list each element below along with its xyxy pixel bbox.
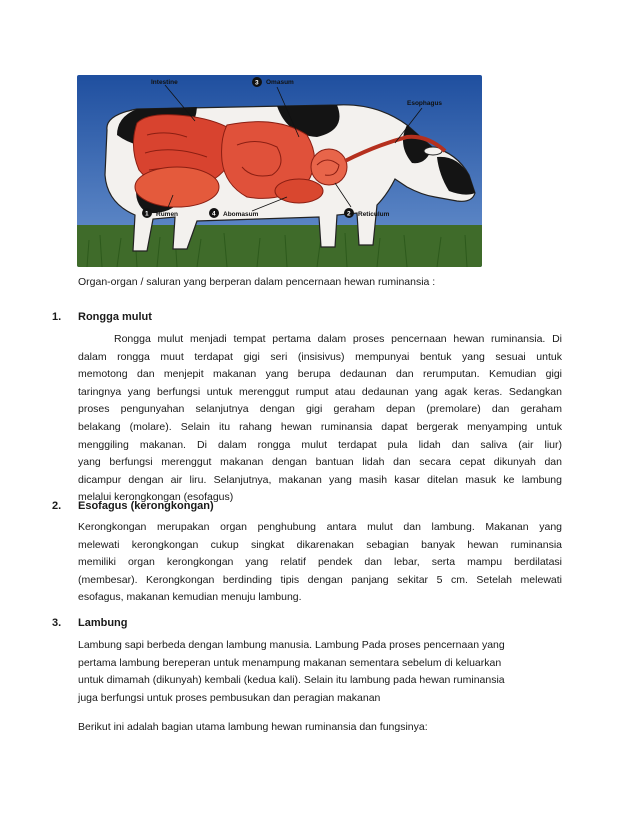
paragraph-line: pertama lambung bereperan untuk menampung makanan sementara sebelum di keluarkan bbox=[78, 656, 502, 669]
label-intestine: Intestine bbox=[151, 79, 178, 86]
paragraph-line: Rongga mulut menjadi tempat pertama dalam proses pencernaan hewan ruminansia. Di bbox=[114, 333, 562, 345]
paragraph-line: Kerongkongan merupakan organ penghubung antara mulut dan lambung. Makanan yang bbox=[78, 521, 562, 533]
section-body-lambung bbox=[78, 637, 562, 707]
paragraph-line: belakang (molare). Selain itu rahang hewan ruminansia dapat bergerak menyamping untuk bbox=[78, 420, 562, 433]
cow-illustration bbox=[77, 75, 482, 267]
section-body-esofagus bbox=[78, 519, 562, 607]
paragraph-line: esofagus, makanan kemudian menuju lambung. bbox=[78, 591, 302, 604]
paragraph-line: juga berfungsi untuk proses pembusukan dan peragian makanan bbox=[78, 691, 381, 704]
section-body-rongga-mulut bbox=[78, 331, 562, 507]
paragraph-line: dalam rongga muut terdapat gigi seri (insisivus) mempunyai bentuk yang sesuai untuk bbox=[78, 350, 562, 363]
paragraph-line: menggiling makanan. Di dalam rongga mulut terdapat pula lidah dan saliva (air liur) bbox=[78, 438, 562, 451]
paragraph-line: dicampur dengan air liru. Selanjutnya, makanan yang masih kasar ditelan masuk ke lambung bbox=[78, 473, 562, 486]
label-omasum: Omasum bbox=[266, 79, 294, 86]
paragraph-line: (membesar). Kerongkongan berdinding tipis dengan panjang sekitar 5 cm. Setelah melewati bbox=[78, 573, 562, 586]
paragraph-line: yang berfungsi merenggut makanan dengan bantuan lidah dan secara cepat dikunyah dan bbox=[78, 456, 562, 469]
label-rumen: Rumen bbox=[156, 211, 179, 218]
paragraph-line: memiliki organ kerongkongan yang relatif pendek dan lebar, serta mampu berdilatasi bbox=[78, 556, 562, 569]
section-closing-lambung bbox=[78, 719, 562, 737]
paragraph-line: melewati kerongkongan cukup singkat dikarenakan sebagian banyak hewan ruminansia bbox=[78, 538, 562, 551]
paragraph-line: melalui kerongkongan (esofagus) bbox=[78, 491, 234, 504]
svg-text:3: 3 bbox=[255, 79, 259, 87]
section-heading-esofagus: 2. Esofagus (kerongkongan) bbox=[52, 500, 214, 512]
paragraph-line: taringnya yang berfungsi untuk merenggut rumput atau dedaunan yang agak keras. Sedangkan bbox=[78, 385, 562, 398]
paragraph-line: Berikut ini adalah bagian utama lambung hewan ruminansia dan fungsinya: bbox=[78, 721, 428, 733]
label-abomasum: Abomasum bbox=[223, 211, 259, 218]
section-heading-lambung: 3. Lambung bbox=[52, 617, 128, 629]
label-reticulum: Reticulum bbox=[358, 211, 390, 218]
ruminant-digestive-figure bbox=[77, 75, 482, 267]
svg-text:4: 4 bbox=[212, 210, 216, 218]
section-heading-rongga-mulut: 1. Rongga mulut bbox=[52, 311, 152, 323]
svg-text:2: 2 bbox=[347, 210, 351, 218]
figure-caption: Organ-organ / saluran yang berperan dalam pencernaan hewan ruminansia : bbox=[78, 276, 436, 288]
label-esophagus: Esophagus bbox=[407, 100, 443, 107]
paragraph-line: proses pengunyahan selanjutnya dengan gigi geraham depan (premolare) dan geraham bbox=[78, 403, 562, 416]
paragraph-line: Lambung sapi berbeda dengan lambung manusia. Lambung Pada proses pencernaan yang bbox=[78, 639, 505, 651]
paragraph-line: untuk dimamah (dikunyah) kembali (kedua kali). Selain itu lambung pada hewan ruminansia bbox=[78, 674, 505, 687]
paragraph-line: memotong dan menjepit makanan yang berupa dedaunan dan rerumputan. Kemudian gigi bbox=[78, 368, 562, 381]
svg-text:1: 1 bbox=[145, 210, 149, 218]
